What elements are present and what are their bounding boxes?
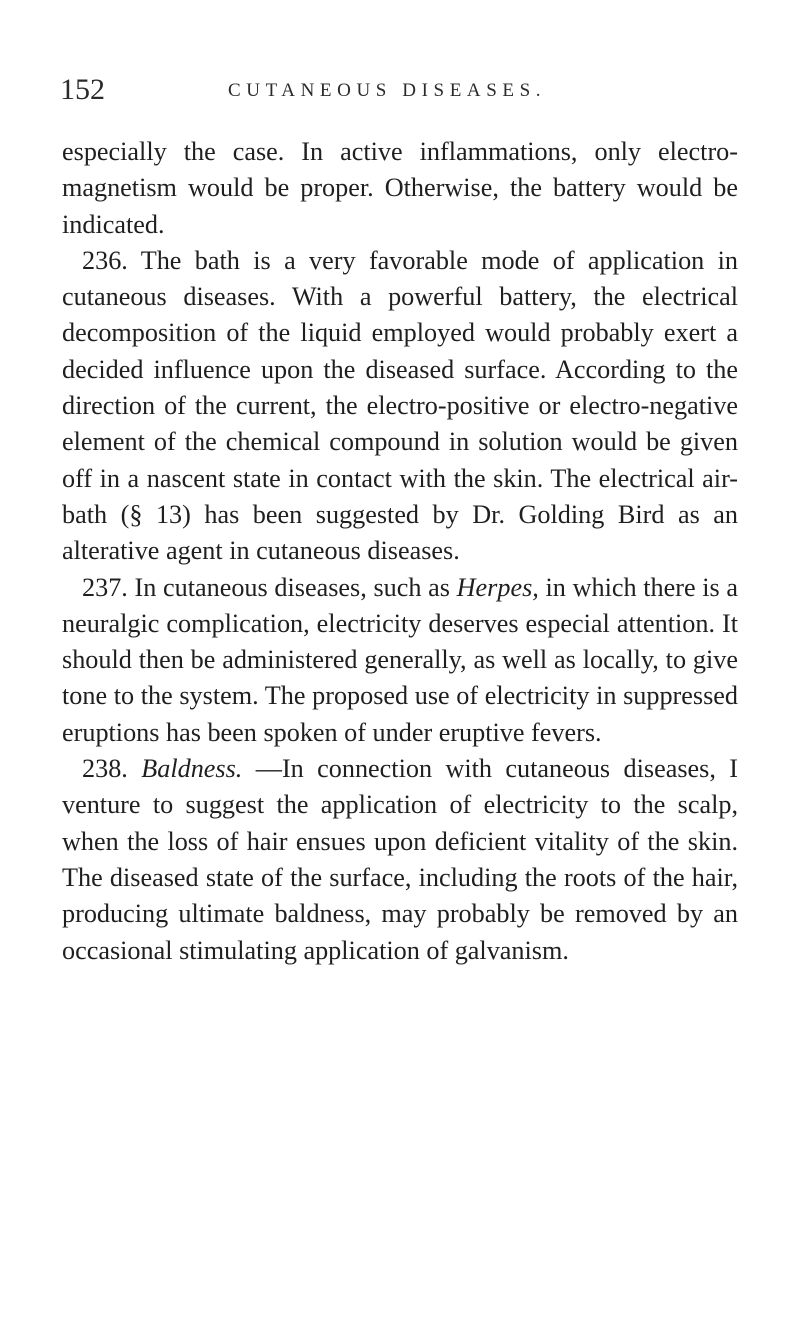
page-number: 152	[60, 73, 105, 106]
paragraph-text: In connection with cutaneous diseases, I venture to suggest the application of electricity to the scalp, when the loss of hair ensues upon deficient vitality of the skin. The diseased state of the surface, including the roots of the hair, producing ultimate baldness, may probably be removed by an occasional stimulating application of galvanism.	[62, 754, 738, 965]
paragraph-text: In cutaneous diseases, such as	[134, 572, 450, 602]
paragraph-236	[62, 243, 738, 570]
paragraph-text: The bath is a very favorable mode of application in cutaneous diseases. With a powerful battery, the electrical decomposition of the liquid employed would probably exert a decided influence upon the diseased surface. According to the direction of the current, the electro-positive or electro-negative element of the chemical compound in solution would be given off in a nascent state in contact with the skin. The electrical air-bath (§ 13) has been suggested by Dr. Golding Bird as an alterative agent in cutaneous diseases.	[62, 245, 738, 566]
italic-term: Herpes,	[456, 572, 539, 602]
body-text	[62, 134, 738, 969]
paragraph-238	[62, 751, 738, 969]
paragraph-text: in which there is a neuralgic complication, electricity deserves especial attention. It should then be administered generally, as well as locally, to give tone to the system. The proposed use of electricity in suppressed eruptions has been spoken of under eruptive fevers.	[62, 572, 739, 747]
paragraph-text: especially the case. In active inflammations, only electro-magnetism would be proper. Otherwise, the battery would be indicated.	[62, 137, 738, 239]
section-number: 238.	[82, 754, 128, 784]
paragraph-237	[62, 570, 738, 751]
running-head	[60, 70, 740, 110]
paragraph-continuation	[62, 134, 738, 243]
em-dash: —	[255, 754, 282, 784]
running-title: CUTANEOUS DISEASES.	[228, 80, 547, 101]
section-number: 237.	[82, 572, 128, 602]
section-number: 236.	[82, 245, 128, 275]
section-heading: Baldness.	[141, 754, 243, 784]
